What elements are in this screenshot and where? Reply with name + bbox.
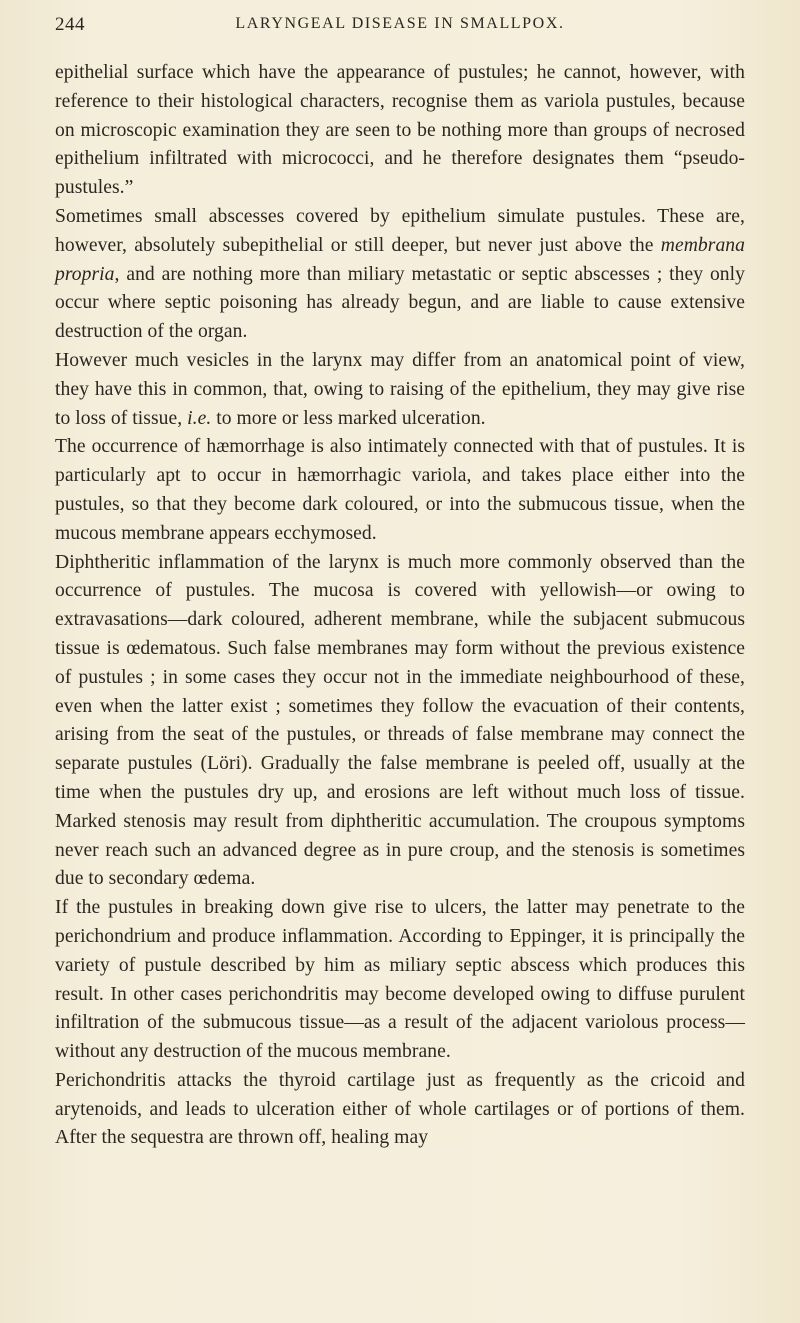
running-title: LARYNGEAL DISEASE IN SMALLPOX. (235, 15, 565, 32)
body-text (55, 59, 745, 1153)
paragraph-text: Perichondritis attacks the thyroid cartilage just as frequently as the cricoid and arytenoids, and leads to ulceration either of whole cartilages or of portions of them. After the sequestra are thrown off, healing may (55, 1069, 745, 1149)
paragraph-text: epithelial surface which have the appearance of pustules; he cannot, however, with reference to their histological characters, recognise them as variola pustules, because on microscopic examination they are seen to be nothing more than groups of necrosed epithelium infiltrated with micrococci, and he therefore designates them “pseudo-pustules.” (55, 62, 745, 199)
paragraph-2 (55, 203, 745, 347)
paragraph-4 (55, 433, 745, 548)
page-number: 244 (55, 14, 85, 35)
paragraph-text: However much vesicles in the larynx may differ from an anatomical point of view, they have this in common, that, owing to raising of the epithelium, they may give rise to loss of tissue, (55, 349, 745, 429)
paragraph-text: Sometimes small abscesses covered by epithelium simulate pustules. These are, however, absolutely subepithelial or still deeper, but never just above the (55, 205, 745, 256)
paragraph-1 (55, 59, 745, 203)
paragraph-6 (55, 894, 745, 1067)
paragraph-text: The occurrence of hæmorrhage is also intimately connected with that of pustules. It is particularly apt to occur in hæmorrhagic variola, and takes place either into the pustules, so that they become dark coloured, or into the submucous tissue, when the mucous membrane appears ecchymosed. (55, 436, 745, 544)
paragraph-italic: membrana propria (55, 234, 745, 285)
paragraph-text: , and are nothing more than miliary metastatic or septic abscesses ; they only occur where septic poisoning has already begun, and are liable to cause extensive destruction of the organ. (55, 263, 745, 343)
paragraph-text: to more or less marked ulceration. (211, 407, 486, 429)
paragraph-3 (55, 347, 745, 433)
paragraph-text: If the pustules in breaking down give rise to ulcers, the latter may penetrate to the perichondrium and produce inflammation. According to Eppinger, it is principally the variety of pustule described by him as miliary septic abscess which produces this result. In other cases perichondritis may become developed owing to diffuse purulent infiltration of the submucous tissue—as a result of the adjacent variolous process—without any destruction of the mucous membrane. (55, 897, 745, 1063)
paragraph-italic: i.e. (187, 407, 212, 429)
paragraph-5 (55, 549, 745, 895)
paragraph-7 (55, 1067, 745, 1153)
paragraph-text: Diphtheritic inflammation of the larynx is much more commonly observed than the occurrence of pustules. The mucosa is covered with yellowish—or owing to extravasations—dark coloured, adherent membrane, while the subjacent submucous tissue is œdematous. Such false membranes may form without the previous existence of pustules ; in some cases they occur not in the immediate neighbourhood of these, even when the latter exist ; sometimes they follow the evacuation of their contents, arising from the seat of the pustules, or threads of false membrane may connect the separate pustules (Löri). Gradually the false membrane is peeled off, usually at the time when the pustules dry up, and erosions are left without much loss of tissue. Marked stenosis may result from diphtheritic accumulation. The croupous symptoms never reach such an advanced degree as in pure croup, and the stenosis is sometimes due to secondary œdema. (55, 551, 745, 890)
page-header (55, 14, 745, 44)
